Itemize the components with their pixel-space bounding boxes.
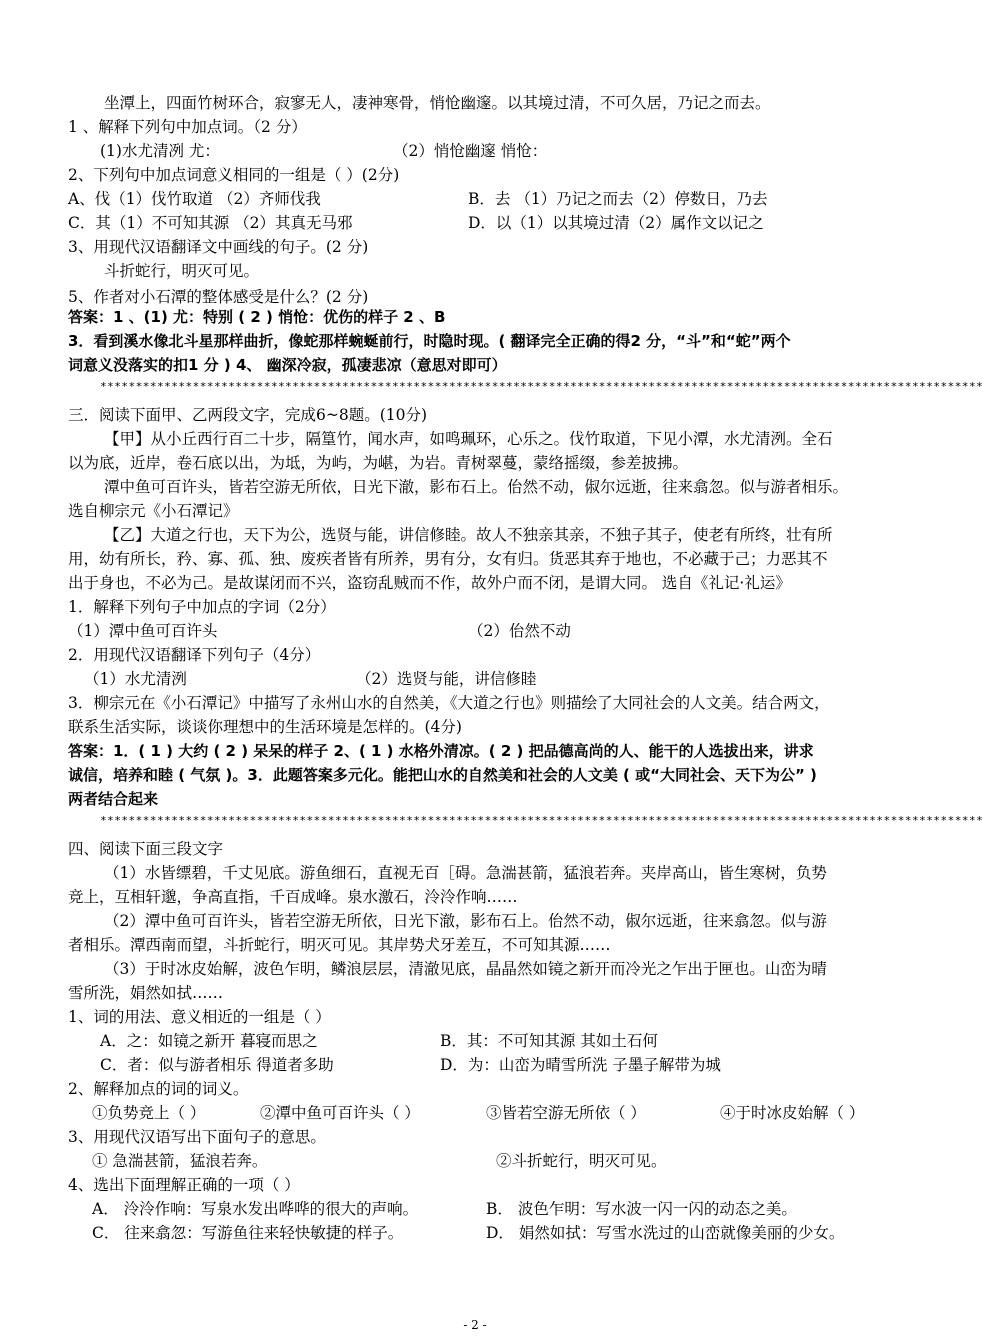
answer-line: 3．看到溪水像北斗星那样曲折，像蛇那样蜿蜒前行，时隐时现。( 翻译完全正确的得2 分，“斗”和“蛇”两个 [68, 332, 791, 350]
section-heading: 四、阅读下面三段文字 [68, 840, 224, 858]
option-d: D．为：山峦为晴雪所洗 子墨子解带为城 [440, 1056, 721, 1074]
option-a: A． 泠泠作响：写泉水发出哗哗的很大的声响。 [92, 1200, 419, 1218]
question-line: 1、词的用法、意义相近的一组是（ ） [68, 1008, 331, 1026]
passage-line: 【甲】从小丘西行百二十步，隔篁竹，闻水声，如鸣珮环，心乐之。伐竹取道，下见小潭，水尤清洌。全石 [104, 430, 833, 448]
option-d: D．以（1）以其境过清（2）属作文以记之 [468, 214, 764, 232]
question-line: 1．解释下列句子中加点的字词（2分） [68, 598, 336, 616]
passage-line: 潭中鱼可百许头，皆若空游无所依，日光下澈，影布石上。佁然不动，俶尔远逝，往来翕忽。似与游者相乐。 [104, 478, 849, 496]
passage-line: （1）水皆缥碧，千丈见底。游鱼细石，直视无百［碍。急湍甚箭，猛浪若奔。夹岸高山，皆生寒树，负势 [104, 864, 827, 882]
question-item: ②潭中鱼可百许头（ ） [260, 1104, 420, 1122]
question-item: （2）佁然不动 [468, 622, 571, 640]
question-item: ① 急湍甚箭，猛浪若奔。 [92, 1152, 268, 1170]
passage-line: 者相乐。潭西南而望，斗折蛇行，明灭可见。其岸势犬牙差互，不可知其源…… [68, 936, 611, 954]
question-line: 1 、解释下列句中加点词。（2 分） [68, 118, 307, 136]
option-a: A．之：如镜之新开 暮寝而思之 [100, 1032, 318, 1050]
page-number: - 2 - [463, 1318, 487, 1332]
quoted-sentence: 斗折蛇行，明灭可见。 [104, 262, 260, 280]
separator: **************************************************************************************************************************** [100, 380, 983, 393]
question-item: ①负势竞上（ ） [92, 1104, 206, 1122]
question-line: 4、选出下面理解正确的一项（ ） [68, 1176, 300, 1194]
passage-line: 坐潭上，四面竹树环合，寂寥无人，凄神寒骨，悄怆幽邃。以其境过清，不可久居，乃记之而去。 [104, 94, 771, 112]
question-line: 联系生活实际，谈谈你理想中的生活环境是怎样的。(4分) [68, 718, 462, 736]
question-line: 2．用现代汉语翻译下列句子（4分） [68, 646, 321, 664]
answer-line: 答案：1 、(1) 尤：特别 ( 2 ) 悄怆：优伤的样子 2 、B [68, 308, 446, 326]
option-a: A、伐（1）伐竹取道 （2）齐师伐我 [68, 190, 321, 208]
answer-line: 两者结合起来 [68, 790, 159, 808]
answer-line: 答案：1．( 1 ) 大约 ( 2 ) 呆呆的样子 2、( 1 ) 水格外清凉。( 2 ) 把品德高尚的人、能干的人选拔出来，讲求 [68, 742, 814, 760]
option-c: C．者：似与游者相乐 得道者多助 [100, 1056, 334, 1074]
section-heading: 三．阅读下面甲、乙两段文字，完成6~8题。(10分) [68, 406, 428, 424]
answer-line: 诚信，培养和睦 ( 气氛 )。3．此题答案多元化。能把山水的自然美和社会的人文美 ( 或“大同社会、天下为公” ) [68, 766, 817, 784]
passage-source: 选自柳宗元《小石潭记》 [68, 502, 239, 520]
question-item: （2）悄怆幽邃 悄怆： [393, 142, 548, 160]
option-b: B． 波色乍明：写水波一闪一闪的动态之美。 [486, 1200, 797, 1218]
option-c: C．其（1）不可知其源 （2）其真无马邪 [68, 214, 353, 232]
option-d: D． 娟然如拭：写雪水洗过的山峦就像美丽的少女。 [486, 1224, 845, 1242]
question-item: （2）选贤与能，讲信修睦 [356, 670, 537, 688]
passage-line: 【乙】大道之行也，天下为公，选贤与能，讲信修睦。故人不独亲其亲，不独子其子，使老有所终，壮有所 [104, 526, 833, 544]
question-line: 5、作者对小石潭的整体感受是什么？(2 分) [68, 288, 369, 306]
passage-line: 出于身也，不必为己。是故谋闭而不兴，盗窃乱贼而不作，故外户而不闭，是谓大同。 选自《礼记·礼运》 [68, 574, 791, 592]
passage-line: 雪所洗，娟然如拭…… [68, 984, 224, 1002]
option-b: B．其：不可知其源 其如土石何 [440, 1032, 658, 1050]
question-item: （1）潭中鱼可百许头 [68, 622, 218, 640]
answer-line: 词意义没落实的扣1 分 ) 4、 幽深冷寂，孤凄悲凉（意思对即可） [68, 356, 507, 374]
question-item: （1）水尤清洌 [84, 670, 187, 688]
question-item: ③皆若空游无所依（ ） [486, 1104, 646, 1122]
question-line: 3、用现代汉语翻译文中画线的句子。(2 分) [68, 238, 369, 256]
passage-line: 竞上，互相轩邈，争高直指，千百成峰。泉水激石，泠泠作响…… [68, 888, 518, 906]
question-line: 3．柳宗元在《小石潭记》中描写了永州山水的自然美，《大道之行也》则描绘了大同社会的人文美。结合两文， [68, 694, 830, 712]
separator: **************************************************************************************************************************** [100, 814, 983, 827]
question-line: 2、下列句中加点词意义相同的一组是（ ）(2分) [68, 166, 400, 184]
question-item: (1)水尤清冽 尤： [100, 142, 220, 160]
question-item: ④于时冰皮始解（ ） [720, 1104, 865, 1122]
question-item: ②斗折蛇行，明灭可见。 [496, 1152, 667, 1170]
passage-line: 用，幼有所长，矜、寡、孤、独、废疾者皆有所养，男有分，女有归。货恶其弃于地也，不必藏于己；力恶其不 [68, 550, 828, 568]
passage-line: （2）潭中鱼可百许头，皆若空游无所依，日光下澈，影布石上。佁然不动，俶尔远逝，往来翕忽。似与游 [104, 912, 827, 930]
question-line: 3、用现代汉语写出下面句子的意思。 [68, 1128, 326, 1146]
passage-line: （3）于时冰皮始解，波色乍明，鳞浪层层，清澈见底，晶晶然如镜之新开而冷光之乍出于匣也。山峦为晴 [104, 960, 827, 978]
passage-line: 以为底，近岸，卷石底以出，为坻，为屿，为嵁，为岩。青树翠蔓，蒙络摇缀，参差披拂。 [68, 454, 689, 472]
option-b: B．去 （1）乃记之而去（2）停数日，乃去 [468, 190, 768, 208]
option-c: C． 往来翕忽：写游鱼往来轻快敏捷的样子。 [92, 1224, 404, 1242]
question-line: 2、解释加点的词的词义。 [68, 1080, 249, 1098]
